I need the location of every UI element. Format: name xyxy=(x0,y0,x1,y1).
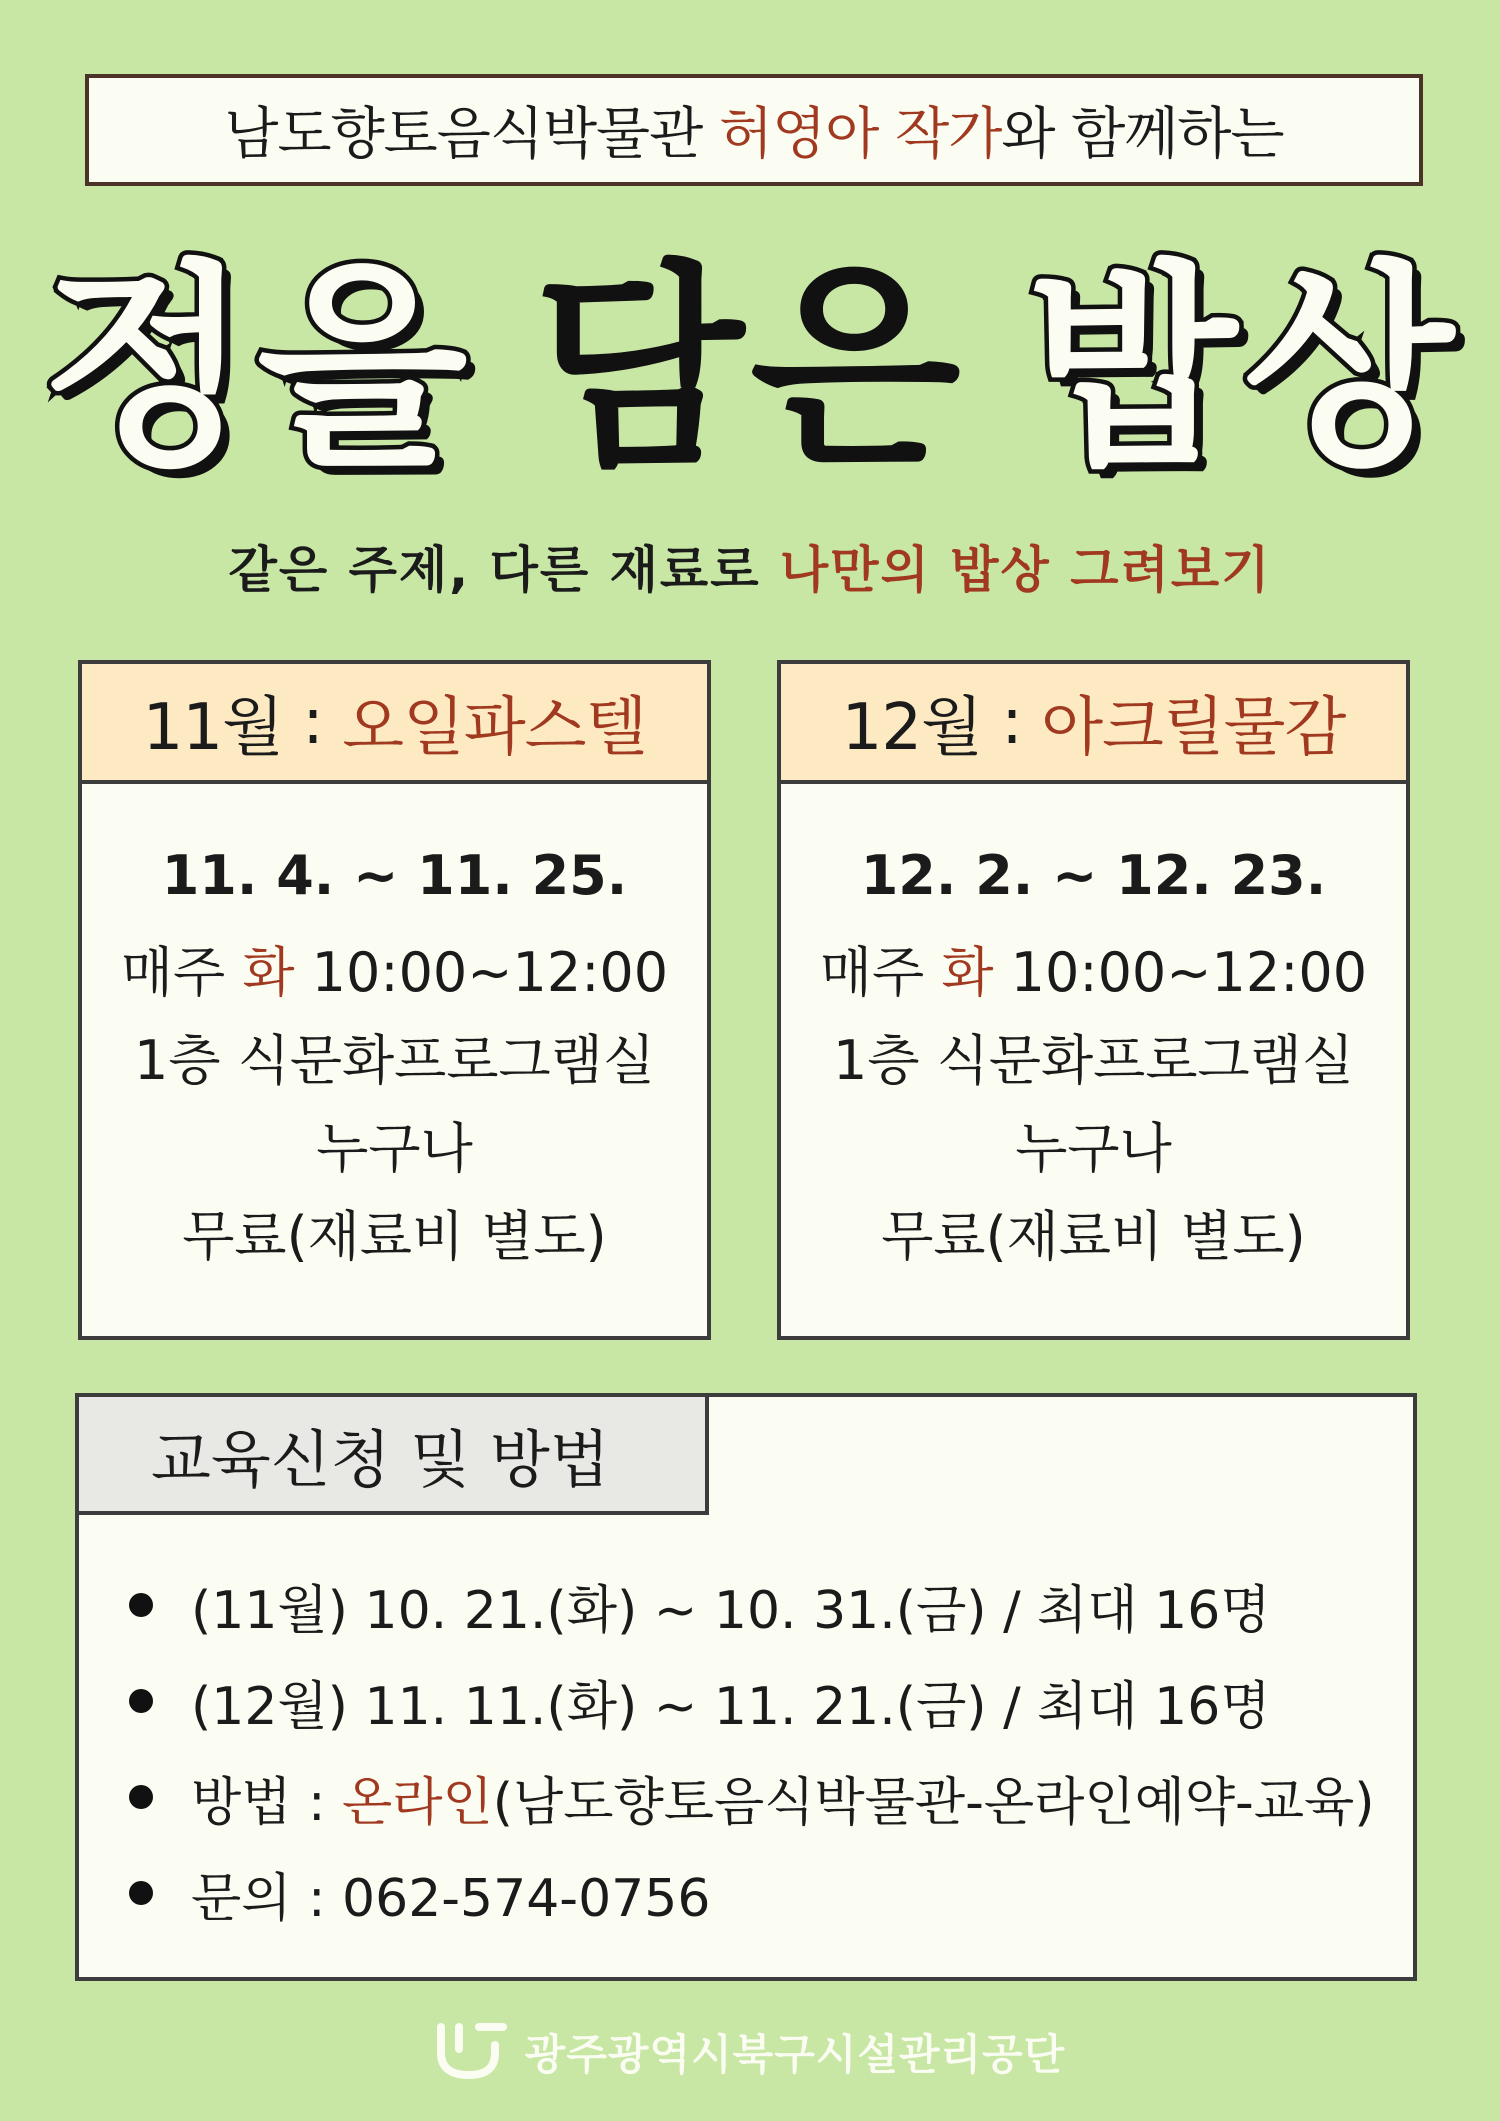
card-target: 누구나 xyxy=(316,1117,473,1180)
subtitle-highlight: 나만의 밥상 그려보기 xyxy=(779,541,1272,599)
card-november xyxy=(78,660,711,1340)
schedule-prefix: 매주 xyxy=(120,941,243,1004)
bullet-icon xyxy=(129,1881,153,1905)
title-word-2: 담은 xyxy=(533,243,967,496)
card-separator: : xyxy=(282,685,343,759)
card-header xyxy=(781,664,1406,784)
card-medium: 오일파스텔 xyxy=(342,691,647,765)
method-label: 방법 : xyxy=(191,1772,343,1833)
card-body xyxy=(781,784,1406,1281)
schedule-time: 10:00~12:00 xyxy=(993,941,1368,1004)
list-item-text: (12월) 11. 11.(화) ~ 11. 21.(금) / 최대 16명 xyxy=(191,1676,1271,1737)
card-body xyxy=(82,784,707,1281)
list-item xyxy=(79,1749,1413,1845)
subtitle xyxy=(0,530,1500,602)
list-item xyxy=(79,1557,1413,1653)
card-december xyxy=(777,660,1410,1340)
card-medium: 아크릴물감 xyxy=(1041,691,1346,765)
header-banner xyxy=(85,74,1423,186)
header-artist: 허영아 작가 xyxy=(719,102,1002,167)
header-museum: 남도향토음식박물관 xyxy=(224,102,720,167)
card-header xyxy=(82,664,707,784)
footer xyxy=(0,2012,1500,2092)
bullet-icon xyxy=(129,1689,153,1713)
application-list xyxy=(79,1557,1413,1941)
card-fee: 무료(재료비 별도) xyxy=(182,1205,607,1268)
card-schedule xyxy=(82,929,707,1017)
card-dates: 11. 4. ~ 11. 25. xyxy=(161,844,628,907)
schedule-time: 10:00~12:00 xyxy=(294,941,669,1004)
card-target: 누구나 xyxy=(1015,1117,1172,1180)
subtitle-lead: 같은 주제, 다른 재료로 xyxy=(228,541,780,599)
method-online: 온라인 xyxy=(342,1772,493,1833)
card-place: 1층 식문화프로그램실 xyxy=(134,1029,655,1092)
bullet-icon xyxy=(129,1785,153,1809)
footer-org: 광주광역시북구시설관리공단 xyxy=(524,2030,1066,2079)
bullet-icon xyxy=(129,1593,153,1617)
application-heading: 교육신청 및 방법 xyxy=(75,1393,709,1515)
card-separator: : xyxy=(981,685,1042,759)
card-fee: 무료(재료비 별도) xyxy=(881,1205,1306,1268)
corporation-logo-icon xyxy=(435,2023,507,2081)
title-word-3: 밥상 xyxy=(1026,243,1460,496)
main-title xyxy=(0,230,1500,510)
list-item-text: 문의 : 062-574-0756 xyxy=(191,1868,711,1929)
card-schedule xyxy=(781,929,1406,1017)
card-month: 11월 xyxy=(142,691,283,765)
card-month: 12월 xyxy=(841,691,982,765)
method-path: (남도향토음식박물관-온라인예약-교육) xyxy=(492,1772,1375,1833)
card-place: 1층 식문화프로그램실 xyxy=(833,1029,1354,1092)
list-item-text: (11월) 10. 21.(화) ~ 10. 31.(금) / 최대 16명 xyxy=(191,1580,1271,1641)
list-item xyxy=(79,1653,1413,1749)
application-section xyxy=(75,1393,1417,1981)
schedule-prefix: 매주 xyxy=(819,941,942,1004)
title-word-1: 정을 xyxy=(40,243,474,496)
schedule-day: 화 xyxy=(242,941,295,1004)
header-suffix: 와 함께하는 xyxy=(1001,102,1284,167)
schedule-day: 화 xyxy=(941,941,994,1004)
card-dates: 12. 2. ~ 12. 23. xyxy=(860,844,1327,907)
list-item xyxy=(79,1845,1413,1941)
